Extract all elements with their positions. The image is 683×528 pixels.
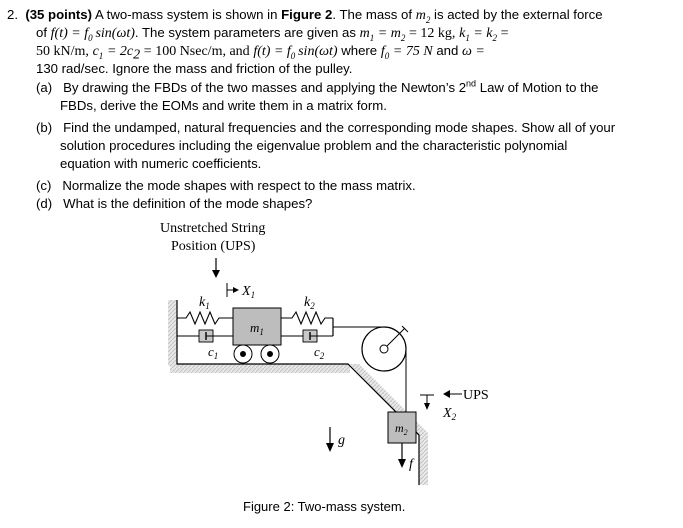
gravity-label: g — [338, 433, 345, 448]
m1-label: $m_1$ — [250, 320, 264, 337]
c-value: = 100 Nsec/m, and — [143, 44, 250, 59]
part-a-label: (a) — [36, 80, 53, 95]
c2-label: $c_2$ — [314, 344, 325, 361]
intro-text: A two-mass system is shown in — [94, 7, 278, 22]
k-equals: = — [500, 26, 509, 41]
force-label: f — [409, 457, 413, 472]
where-text: where — [341, 43, 378, 58]
k1-label: $k_1$ — [199, 295, 210, 311]
part-b-text-1: Find the undamped, natural frequencies and the corresponding mode shapes. Show all of your — [63, 120, 616, 135]
figure-reference: Figure 2 — [281, 7, 333, 22]
part-b-label: (b) — [36, 120, 53, 135]
f0-value: = 75 N — [392, 44, 433, 59]
spring-k2 — [281, 312, 333, 324]
params-text: . The system parameters are given as — [134, 25, 356, 40]
problem-line-3: 50 kN/m, $c_1 = 2c_2 = 100$ Nsec/m, and $f(t) = f_0$ sin(ωt) where $f_0 = 75$ N and ω = — [36, 43, 485, 63]
force-arrow-icon — [398, 443, 406, 468]
damper-c1 — [177, 330, 233, 342]
x2-label: $X_2$ — [443, 406, 457, 422]
k-value: 50 kN/m, — [36, 44, 89, 59]
intro-text-2: . The mass of — [332, 7, 413, 22]
and-text: and — [436, 43, 459, 58]
part-d-label: (d) — [36, 196, 53, 211]
figure-title-line-1: Unstretched String — [160, 221, 266, 236]
m2-label: $m_2$ — [395, 421, 408, 437]
part-c-label: (c) — [36, 178, 52, 193]
ups-label: UPS — [463, 388, 489, 403]
problem-points: (35 points) — [25, 7, 92, 22]
c1-label: $c_1$ — [208, 344, 219, 361]
part-a-superscript: nd — [466, 78, 477, 89]
force-sin: sin(ωt) — [95, 26, 135, 41]
c-relation: = 2c — [106, 44, 134, 59]
m2-symbol: $m_2$ — [415, 8, 431, 25]
problem-number: 2. — [7, 7, 18, 22]
part-b-line-3: equation with numeric coefficients. — [60, 156, 262, 171]
x1-displacement-arrow-icon — [227, 283, 239, 297]
k2-label: $k_2$ — [304, 295, 315, 311]
part-a-text-1: By drawing the FBDs of the two masses and applying the Newton’s 2 — [63, 80, 467, 95]
ups-marker-icon — [420, 390, 462, 410]
f-definition: f(t) = f — [253, 44, 291, 59]
spring-k1 — [177, 312, 233, 324]
part-a-line-2: FBDs, derive the EOMs and write them in a matrix form. — [60, 98, 387, 113]
intro-text-3: is acted by the external force — [434, 7, 603, 22]
damper-c2 — [281, 330, 333, 342]
part-c-text: Normalize the mode shapes with respect to the mass matrix. — [62, 178, 416, 193]
force-expression: f(t) = f — [50, 26, 89, 41]
f-definition-sin: sin(ωt) — [298, 44, 338, 59]
part-d-text: What is the definition of the mode shapes? — [63, 196, 313, 211]
of-text: of — [36, 25, 47, 40]
mass-value: = 12 kg, — [409, 26, 456, 41]
figure-title-line-2: Position (UPS) — [171, 239, 256, 254]
part-b-line-2: solution procedures including the eigenvalue problem and the characteristic polynomial — [60, 138, 568, 153]
pulley-icon — [362, 326, 408, 371]
omega-equals: ω = — [462, 44, 485, 59]
gravity-arrow-icon — [326, 427, 334, 452]
figure-caption: Figure 2: Two-mass system. — [243, 499, 406, 514]
wheels — [234, 345, 279, 363]
problem-line-4: 130 rad/sec. Ignore the mass and friction of the pulley. — [36, 61, 353, 76]
x1-label: $X_1$ — [242, 284, 256, 300]
part-a-text-1b: Law of Motion to the — [479, 80, 599, 95]
problem-line-2: of $f(t) = f_0$ sin(ωt). The system parameters are given as $m_1 = m_2 = 12$ kg, $k_1 = k_2$ = — [36, 25, 509, 43]
ups-arrow-icon — [212, 258, 220, 278]
